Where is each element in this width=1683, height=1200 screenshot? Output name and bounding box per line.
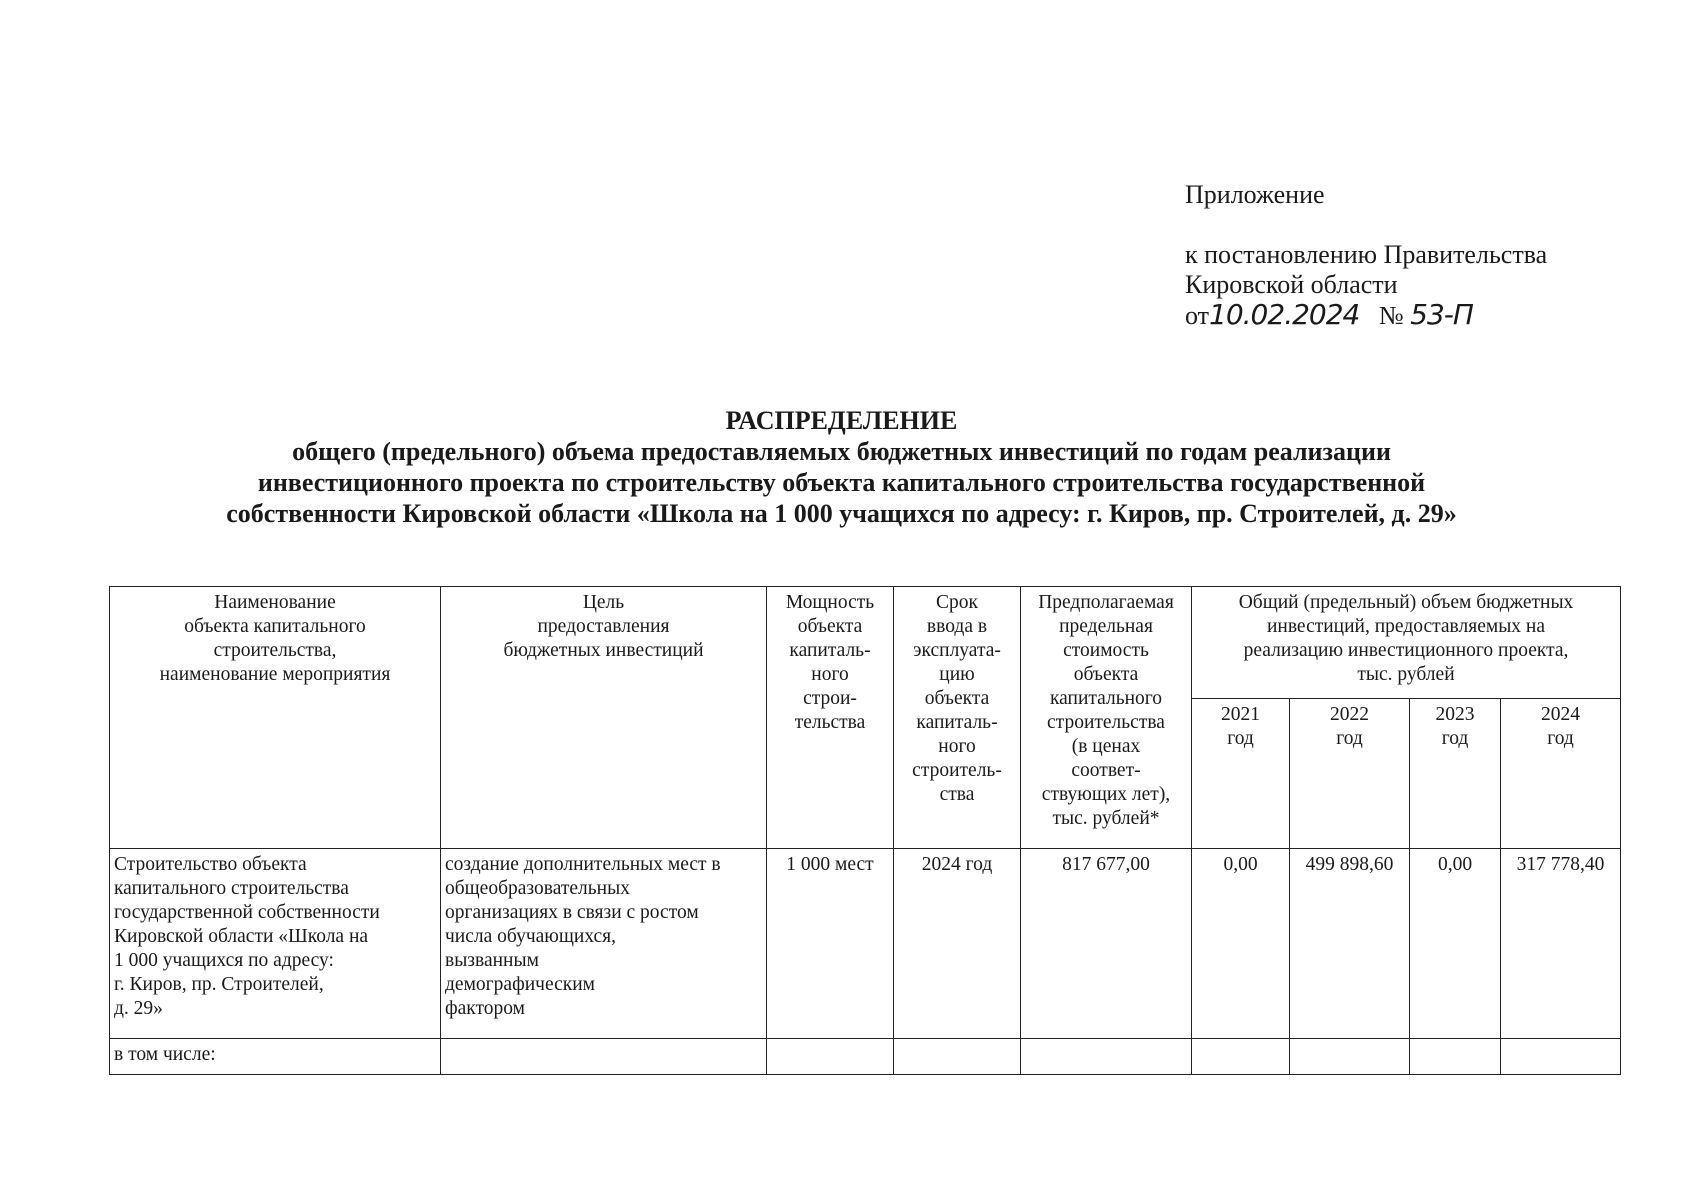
header-year-2023: 2023 год [1410, 699, 1501, 849]
appendix-line-resolution: к постановлению Правительства [1185, 240, 1548, 269]
table-row [110, 849, 1621, 1039]
empty-cell [1290, 1039, 1410, 1075]
handwritten-number: 53-П [1410, 298, 1473, 331]
header-year-2024: 2024 год [1501, 699, 1621, 849]
date-prefix: от [1185, 301, 1210, 330]
empty-cell [894, 1039, 1021, 1075]
appendix-title: Приложение [1185, 180, 1325, 209]
row-value-2021: 0,00 [1192, 849, 1290, 1039]
header-total: Общий (предельный) объем бюджетных инвестиций, предоставляемых на реализацию инвестиционного проекта, тыс. рублей [1192, 587, 1621, 699]
empty-cell [1410, 1039, 1501, 1075]
row-value-2024: 317 778,40 [1501, 849, 1621, 1039]
header-row-1 [110, 587, 1621, 699]
number-prefix: № [1378, 301, 1404, 330]
handwritten-date: 10.02.2024 [1209, 298, 1360, 331]
heading-line-1: общего (предельного) объема предоставляемых бюджетных инвестиций по годам реализации [292, 437, 1391, 466]
header-capacity: Мощность объекта капиталь- ного строи- тельства [767, 587, 894, 849]
row-term: 2024 год [894, 849, 1021, 1039]
table-row-including [110, 1039, 1621, 1075]
appendix-block [1185, 180, 1547, 331]
empty-cell [1501, 1039, 1621, 1075]
document-heading [0, 405, 1683, 529]
empty-cell [1021, 1039, 1192, 1075]
heading-title: РАСПРЕДЕЛЕНИЕ [725, 406, 958, 435]
distribution-table [109, 586, 1621, 1075]
header-term: Срок ввода в эксплуата- цию объекта капиталь- ного строитель- ства [894, 587, 1021, 849]
heading-line-3: собственности Кировской области «Школа на 1 000 учащихся по адресу: г. Киров, пр. Строителей, д. 29» [226, 499, 1457, 528]
appendix-line-region: Кировской области [1185, 270, 1398, 299]
row-goal: создание дополнительных мест в общеобразовательных организациях в связи с ростом числа обучающихся, вызванным демографическим фактором [441, 849, 767, 1039]
row-including-label: в том числе: [110, 1039, 441, 1075]
header-name: Наименование объекта капитального строительства, наименование мероприятия [110, 587, 441, 849]
appendix-date-number [1185, 300, 1547, 331]
header-year-2022: 2022 год [1290, 699, 1410, 849]
empty-cell [1192, 1039, 1290, 1075]
empty-cell [767, 1039, 894, 1075]
header-year-2021: 2021 год [1192, 699, 1290, 849]
row-cost: 817 677,00 [1021, 849, 1192, 1039]
row-value-2023: 0,00 [1410, 849, 1501, 1039]
row-object-name: Строительство объекта капитального строительства государственной собственности Кировской области «Школа на 1 000 учащихся по адресу: г. Киров, пр. Строителей, д. 29» [110, 849, 441, 1039]
header-cost: Предполагаемая предельная стоимость объекта капитального строительства (в ценах соответ- ствующих лет), тыс. рублей* [1021, 587, 1192, 849]
header-goal: Цель предоставления бюджетных инвестиций [441, 587, 767, 849]
heading-line-2: инвестиционного проекта по строительству объекта капитального строительства государственной [257, 468, 1426, 497]
row-capacity: 1 000 мест [767, 849, 894, 1039]
empty-cell [441, 1039, 767, 1075]
row-value-2022: 499 898,60 [1290, 849, 1410, 1039]
